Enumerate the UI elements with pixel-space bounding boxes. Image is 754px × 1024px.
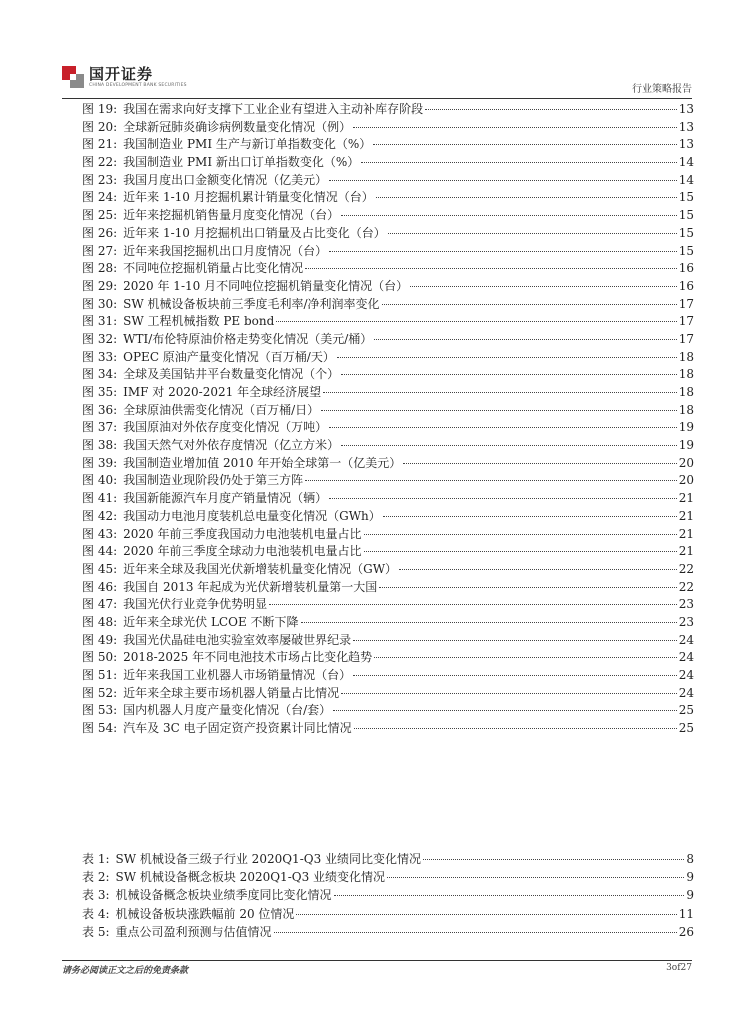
entry-page: 17 bbox=[678, 314, 694, 329]
entry-title: IMF 对 2020-2021 年全球经济展望 bbox=[123, 385, 322, 399]
figure-entry[interactable] bbox=[82, 402, 694, 420]
figure-entry[interactable] bbox=[82, 119, 694, 137]
leader-dots bbox=[321, 410, 677, 411]
entry-title: 重点公司盈利预测与估值情况 bbox=[115, 924, 272, 939]
entry-page: 18 bbox=[678, 385, 694, 399]
leader-dots bbox=[301, 622, 677, 623]
entry-page: 15 bbox=[678, 208, 694, 223]
leader-dots bbox=[379, 587, 676, 588]
figure-entry[interactable] bbox=[82, 207, 694, 225]
leader-dots bbox=[305, 268, 677, 269]
entry-page: 11 bbox=[678, 906, 694, 921]
figure-entry[interactable] bbox=[82, 243, 694, 261]
entry-label: 图 19: bbox=[82, 102, 118, 116]
entry-title: SW 机械设备三级子行业 2020Q1-Q3 业绩同比变化情况 bbox=[115, 852, 422, 866]
entry-label: 图 29: bbox=[82, 278, 118, 293]
logo-name: 国开证券 bbox=[89, 65, 154, 83]
header-divider bbox=[62, 98, 692, 99]
leader-dots bbox=[387, 877, 684, 878]
entry-title: OPEC 原油产量变化情况（百万桶/天） bbox=[123, 349, 335, 364]
entry-page: 9 bbox=[686, 870, 694, 885]
entry-title: 近年来 1-10 月挖掘机出口销量及占比变化（台） bbox=[123, 225, 386, 240]
entry-title: 我国制造业 PMI 新出口订单指数变化（%） bbox=[123, 155, 360, 170]
entry-title: 我国光伏行业竞争优势明显 bbox=[123, 597, 268, 612]
entry-page: 25 bbox=[678, 703, 694, 718]
leader-dots bbox=[341, 445, 677, 446]
leader-dots bbox=[334, 895, 685, 896]
figure-entry[interactable] bbox=[82, 349, 694, 367]
entry-label: 图 49: bbox=[82, 632, 118, 647]
entry-label: 图 35: bbox=[82, 385, 118, 399]
entry-title: 近年来全球主要市场机器人销量占比情况 bbox=[123, 685, 340, 700]
entry-page: 16 bbox=[678, 261, 694, 276]
leader-dots bbox=[353, 640, 677, 641]
figure-entry[interactable] bbox=[82, 172, 694, 190]
figure-entry[interactable] bbox=[82, 596, 694, 614]
leader-dots bbox=[305, 480, 677, 481]
entry-label: 图 52: bbox=[82, 685, 118, 700]
leader-dots bbox=[388, 233, 677, 234]
entry-label: 图 24: bbox=[82, 190, 118, 205]
leader-dots bbox=[269, 604, 677, 605]
entry-title: 我国天然气对外依存度情况（亿立方米） bbox=[123, 438, 340, 453]
entry-label: 图 26: bbox=[82, 225, 118, 240]
footer-divider bbox=[62, 960, 692, 961]
entry-label: 表 2: bbox=[82, 870, 110, 885]
entry-label: 图 48: bbox=[82, 614, 118, 629]
leader-dots bbox=[276, 321, 676, 322]
entry-page: 24 bbox=[678, 650, 694, 665]
entry-title: 全球新冠肺炎确诊病例数量变化情况（例） bbox=[123, 119, 352, 134]
entry-title: 近年来我国工业机器人市场销量情况（台） bbox=[123, 668, 352, 682]
entry-title: 机械设备板块涨跌幅前 20 位情况 bbox=[115, 906, 295, 921]
leader-dots bbox=[329, 180, 677, 181]
leader-dots bbox=[374, 339, 676, 340]
entry-label: 表 3: bbox=[82, 888, 110, 903]
entry-page: 21 bbox=[678, 491, 694, 506]
entry-title: 不同吨位挖掘机销量占比变化情况 bbox=[123, 261, 304, 276]
leader-dots bbox=[274, 932, 677, 933]
entry-page: 21 bbox=[678, 544, 694, 559]
entry-title: 我国原油对外依存度变化情况（万吨） bbox=[123, 420, 328, 435]
entry-page: 17 bbox=[678, 296, 694, 311]
figure-entry[interactable] bbox=[82, 614, 694, 632]
figure-entry[interactable] bbox=[82, 331, 694, 349]
entry-page: 21 bbox=[678, 508, 694, 523]
leader-dots bbox=[410, 286, 677, 287]
figure-entry[interactable] bbox=[82, 632, 694, 650]
leader-dots bbox=[341, 693, 677, 694]
entry-label: 图 40: bbox=[82, 473, 118, 488]
figure-entry[interactable] bbox=[82, 508, 694, 526]
entry-page: 9 bbox=[686, 888, 694, 903]
entry-label: 图 45: bbox=[82, 561, 118, 576]
entry-page: 13 bbox=[678, 119, 694, 134]
table-list bbox=[82, 850, 694, 941]
entry-label: 图 31: bbox=[82, 314, 118, 329]
leader-dots bbox=[329, 251, 677, 252]
entry-label: 图 53: bbox=[82, 703, 118, 718]
page-number: 3of27 bbox=[666, 963, 692, 973]
figure-entry[interactable] bbox=[82, 101, 694, 119]
entry-title: 2020 年前三季度我国动力电池装机电量占比 bbox=[123, 526, 362, 541]
page-header bbox=[62, 66, 692, 96]
entry-label: 表 5: bbox=[82, 924, 110, 939]
entry-title: WTI/布伦特原油价格走势变化情况（美元/桶） bbox=[123, 331, 373, 346]
figure-entry[interactable] bbox=[82, 296, 694, 314]
leader-dots bbox=[376, 197, 677, 198]
leader-dots bbox=[364, 551, 677, 552]
figure-entry[interactable] bbox=[82, 720, 694, 738]
entry-label: 图 25: bbox=[82, 208, 118, 223]
entry-label: 图 32: bbox=[82, 331, 118, 346]
entry-title: SW 工程机械指数 PE bond bbox=[123, 314, 275, 329]
figure-entry[interactable] bbox=[82, 490, 694, 508]
entry-label: 图 22: bbox=[82, 155, 118, 170]
entry-label: 图 38: bbox=[82, 438, 118, 453]
entry-page: 15 bbox=[678, 243, 694, 258]
table-entry[interactable] bbox=[82, 886, 694, 904]
entry-title: 2018-2025 年不同电池技术市场占比变化趋势 bbox=[123, 650, 373, 665]
leader-dots bbox=[353, 675, 677, 676]
leader-dots bbox=[361, 162, 676, 163]
entry-label: 图 34: bbox=[82, 367, 118, 382]
entry-page: 17 bbox=[678, 331, 694, 346]
entry-page: 18 bbox=[678, 367, 694, 382]
leader-dots bbox=[341, 215, 677, 216]
entry-label: 图 30: bbox=[82, 296, 118, 311]
entry-label: 表 1: bbox=[82, 852, 110, 866]
entry-page: 24 bbox=[678, 685, 694, 700]
entry-title: 我国制造业增加值 2010 年开始全球第一（亿美元） bbox=[123, 455, 402, 470]
logo-mark-icon bbox=[62, 66, 84, 88]
leader-dots bbox=[337, 357, 677, 358]
entry-page: 19 bbox=[678, 438, 694, 453]
table-entry[interactable] bbox=[82, 868, 694, 886]
entry-title: 近年来 1-10 月挖掘机累计销量变化情况（台） bbox=[123, 190, 374, 205]
entry-page: 20 bbox=[678, 455, 694, 470]
leader-dots bbox=[373, 144, 676, 145]
entry-label: 图 54: bbox=[82, 721, 118, 736]
leader-dots bbox=[364, 534, 677, 535]
entry-title: 我国制造业现阶段仍处于第三方阵 bbox=[123, 473, 304, 488]
entry-label: 图 36: bbox=[82, 402, 118, 417]
entry-title: 我国在需求向好支撑下工业企业有望进入主动补库存阶段 bbox=[123, 102, 424, 116]
entry-title: 国内机器人月度产量变化情况（台/套） bbox=[123, 703, 332, 718]
entry-page: 20 bbox=[678, 473, 694, 488]
entry-page: 23 bbox=[678, 614, 694, 629]
leader-dots bbox=[329, 498, 677, 499]
report-type: 行业策略报告 bbox=[632, 84, 692, 95]
figure-entry[interactable] bbox=[82, 472, 694, 490]
entry-title: 近年来我国挖掘机出口月度情况（台） bbox=[123, 243, 328, 258]
entry-label: 图 41: bbox=[82, 491, 118, 506]
entry-page: 18 bbox=[678, 402, 694, 417]
entry-page: 24 bbox=[678, 632, 694, 647]
entry-page: 25 bbox=[678, 721, 694, 736]
leader-dots bbox=[423, 859, 684, 860]
figure-entry[interactable] bbox=[82, 189, 694, 207]
leader-dots bbox=[383, 516, 677, 517]
entry-page: 13 bbox=[678, 137, 694, 152]
entry-title: 我国月度出口金额变化情况（亿美元） bbox=[123, 172, 328, 187]
entry-title: 2020 年 1-10 月不同吨位挖掘机销量变化情况（台） bbox=[123, 278, 409, 293]
logo-subtitle: CHINA DEVELOPMENT BANK SECURITIES bbox=[89, 83, 187, 88]
table-entry[interactable] bbox=[82, 850, 694, 868]
entry-page: 21 bbox=[678, 526, 694, 541]
leader-dots bbox=[333, 710, 677, 711]
entry-label: 图 44: bbox=[82, 544, 118, 559]
leader-dots bbox=[374, 657, 677, 658]
entry-label: 图 37: bbox=[82, 420, 118, 435]
leader-dots bbox=[353, 127, 677, 128]
figure-entry[interactable] bbox=[82, 437, 694, 455]
entry-page: 18 bbox=[678, 349, 694, 364]
entry-label: 图 33: bbox=[82, 349, 118, 364]
entry-title: 全球原油供需变化情况（百万桶/日） bbox=[123, 402, 320, 417]
figure-entry[interactable] bbox=[82, 136, 694, 154]
entry-title: 我国光伏晶硅电池实验室效率屡破世界纪录 bbox=[123, 632, 352, 647]
entry-title: 近年来全球及我国光伏新增装机量变化情况（GW） bbox=[123, 561, 398, 576]
entry-label: 图 43: bbox=[82, 526, 118, 541]
figure-entry[interactable] bbox=[82, 561, 694, 579]
entry-label: 图 50: bbox=[82, 650, 118, 665]
figure-entry[interactable] bbox=[82, 526, 694, 544]
figure-entry[interactable] bbox=[82, 384, 694, 402]
entry-label: 图 27: bbox=[82, 243, 118, 258]
entry-page: 23 bbox=[678, 597, 694, 612]
figure-entry[interactable] bbox=[82, 667, 694, 685]
leader-dots bbox=[403, 463, 676, 464]
entry-page: 15 bbox=[678, 190, 694, 205]
figure-entry[interactable] bbox=[82, 419, 694, 437]
figure-entry[interactable] bbox=[82, 366, 694, 384]
entry-page: 15 bbox=[678, 225, 694, 240]
entry-title: 我国自 2013 年起成为光伏新增装机量第一大国 bbox=[123, 579, 378, 594]
entry-label: 图 42: bbox=[82, 508, 118, 523]
entry-title: SW 机械设备板块前三季度毛利率/净利润率变化 bbox=[123, 296, 380, 311]
figure-entry[interactable] bbox=[82, 455, 694, 473]
figure-entry[interactable] bbox=[82, 543, 694, 561]
entry-label: 图 23: bbox=[82, 172, 118, 187]
entry-page: 14 bbox=[678, 155, 694, 170]
figure-entry[interactable] bbox=[82, 649, 694, 667]
table-entry[interactable] bbox=[82, 905, 694, 923]
entry-page: 22 bbox=[678, 579, 694, 594]
entry-page: 22 bbox=[678, 561, 694, 576]
table-entry[interactable] bbox=[82, 923, 694, 941]
disclaimer: 请务必阅读正文之后的免责条款 bbox=[62, 966, 189, 976]
entry-title: 全球及美国钻井平台数量变化情况（个） bbox=[123, 367, 340, 382]
entry-title: SW 机械设备概念板块 2020Q1-Q3 业绩变化情况 bbox=[115, 870, 386, 885]
entry-title: 我国制造业 PMI 生产与新订单指数变化（%） bbox=[123, 137, 372, 152]
leader-dots bbox=[341, 374, 677, 375]
entry-title: 我国新能源汽车月度产销量情况（辆） bbox=[123, 491, 328, 506]
figure-entry[interactable] bbox=[82, 278, 694, 296]
entry-title: 机械设备概念板块业绩季度同比变化情况 bbox=[115, 888, 332, 903]
leader-dots bbox=[425, 109, 677, 110]
entry-title: 汽车及 3C 电子固定资产投资累计同比情况 bbox=[123, 721, 352, 736]
company-logo bbox=[62, 66, 187, 89]
entry-page: 24 bbox=[678, 668, 694, 682]
figure-entry[interactable] bbox=[82, 154, 694, 172]
leader-dots bbox=[323, 392, 677, 393]
figure-entry[interactable] bbox=[82, 702, 694, 720]
entry-label: 表 4: bbox=[82, 906, 110, 921]
entry-label: 图 21: bbox=[82, 137, 118, 152]
entry-page: 16 bbox=[678, 278, 694, 293]
leader-dots bbox=[354, 728, 677, 729]
entry-label: 图 28: bbox=[82, 261, 118, 276]
entry-title: 2020 年前三季度全球动力电池装机电量占比 bbox=[123, 544, 362, 559]
figure-entry[interactable] bbox=[82, 260, 694, 278]
entry-title: 近年来挖掘机销售量月度变化情况（台） bbox=[123, 208, 340, 223]
leader-dots bbox=[399, 569, 677, 570]
entry-page: 26 bbox=[678, 924, 694, 939]
entry-title: 我国动力电池月度装机总电量变化情况（GWh） bbox=[123, 508, 381, 523]
entry-page: 14 bbox=[678, 172, 694, 187]
figure-entry[interactable] bbox=[82, 579, 694, 597]
entry-page: 19 bbox=[678, 420, 694, 435]
entry-label: 图 39: bbox=[82, 455, 118, 470]
entry-label: 图 46: bbox=[82, 579, 118, 594]
entry-label: 图 51: bbox=[82, 668, 118, 682]
entry-title: 近年来全球光伏 LCOE 不断下降 bbox=[123, 614, 299, 629]
figure-entry[interactable] bbox=[82, 225, 694, 243]
entry-label: 图 20: bbox=[82, 119, 118, 134]
leader-dots bbox=[329, 427, 677, 428]
figure-entry[interactable] bbox=[82, 313, 694, 331]
entry-page: 13 bbox=[678, 102, 694, 116]
figure-entry[interactable] bbox=[82, 685, 694, 703]
leader-dots bbox=[382, 304, 677, 305]
entry-label: 图 47: bbox=[82, 597, 118, 612]
leader-dots bbox=[296, 914, 676, 915]
entry-page: 8 bbox=[686, 852, 694, 866]
figure-list bbox=[82, 101, 694, 738]
